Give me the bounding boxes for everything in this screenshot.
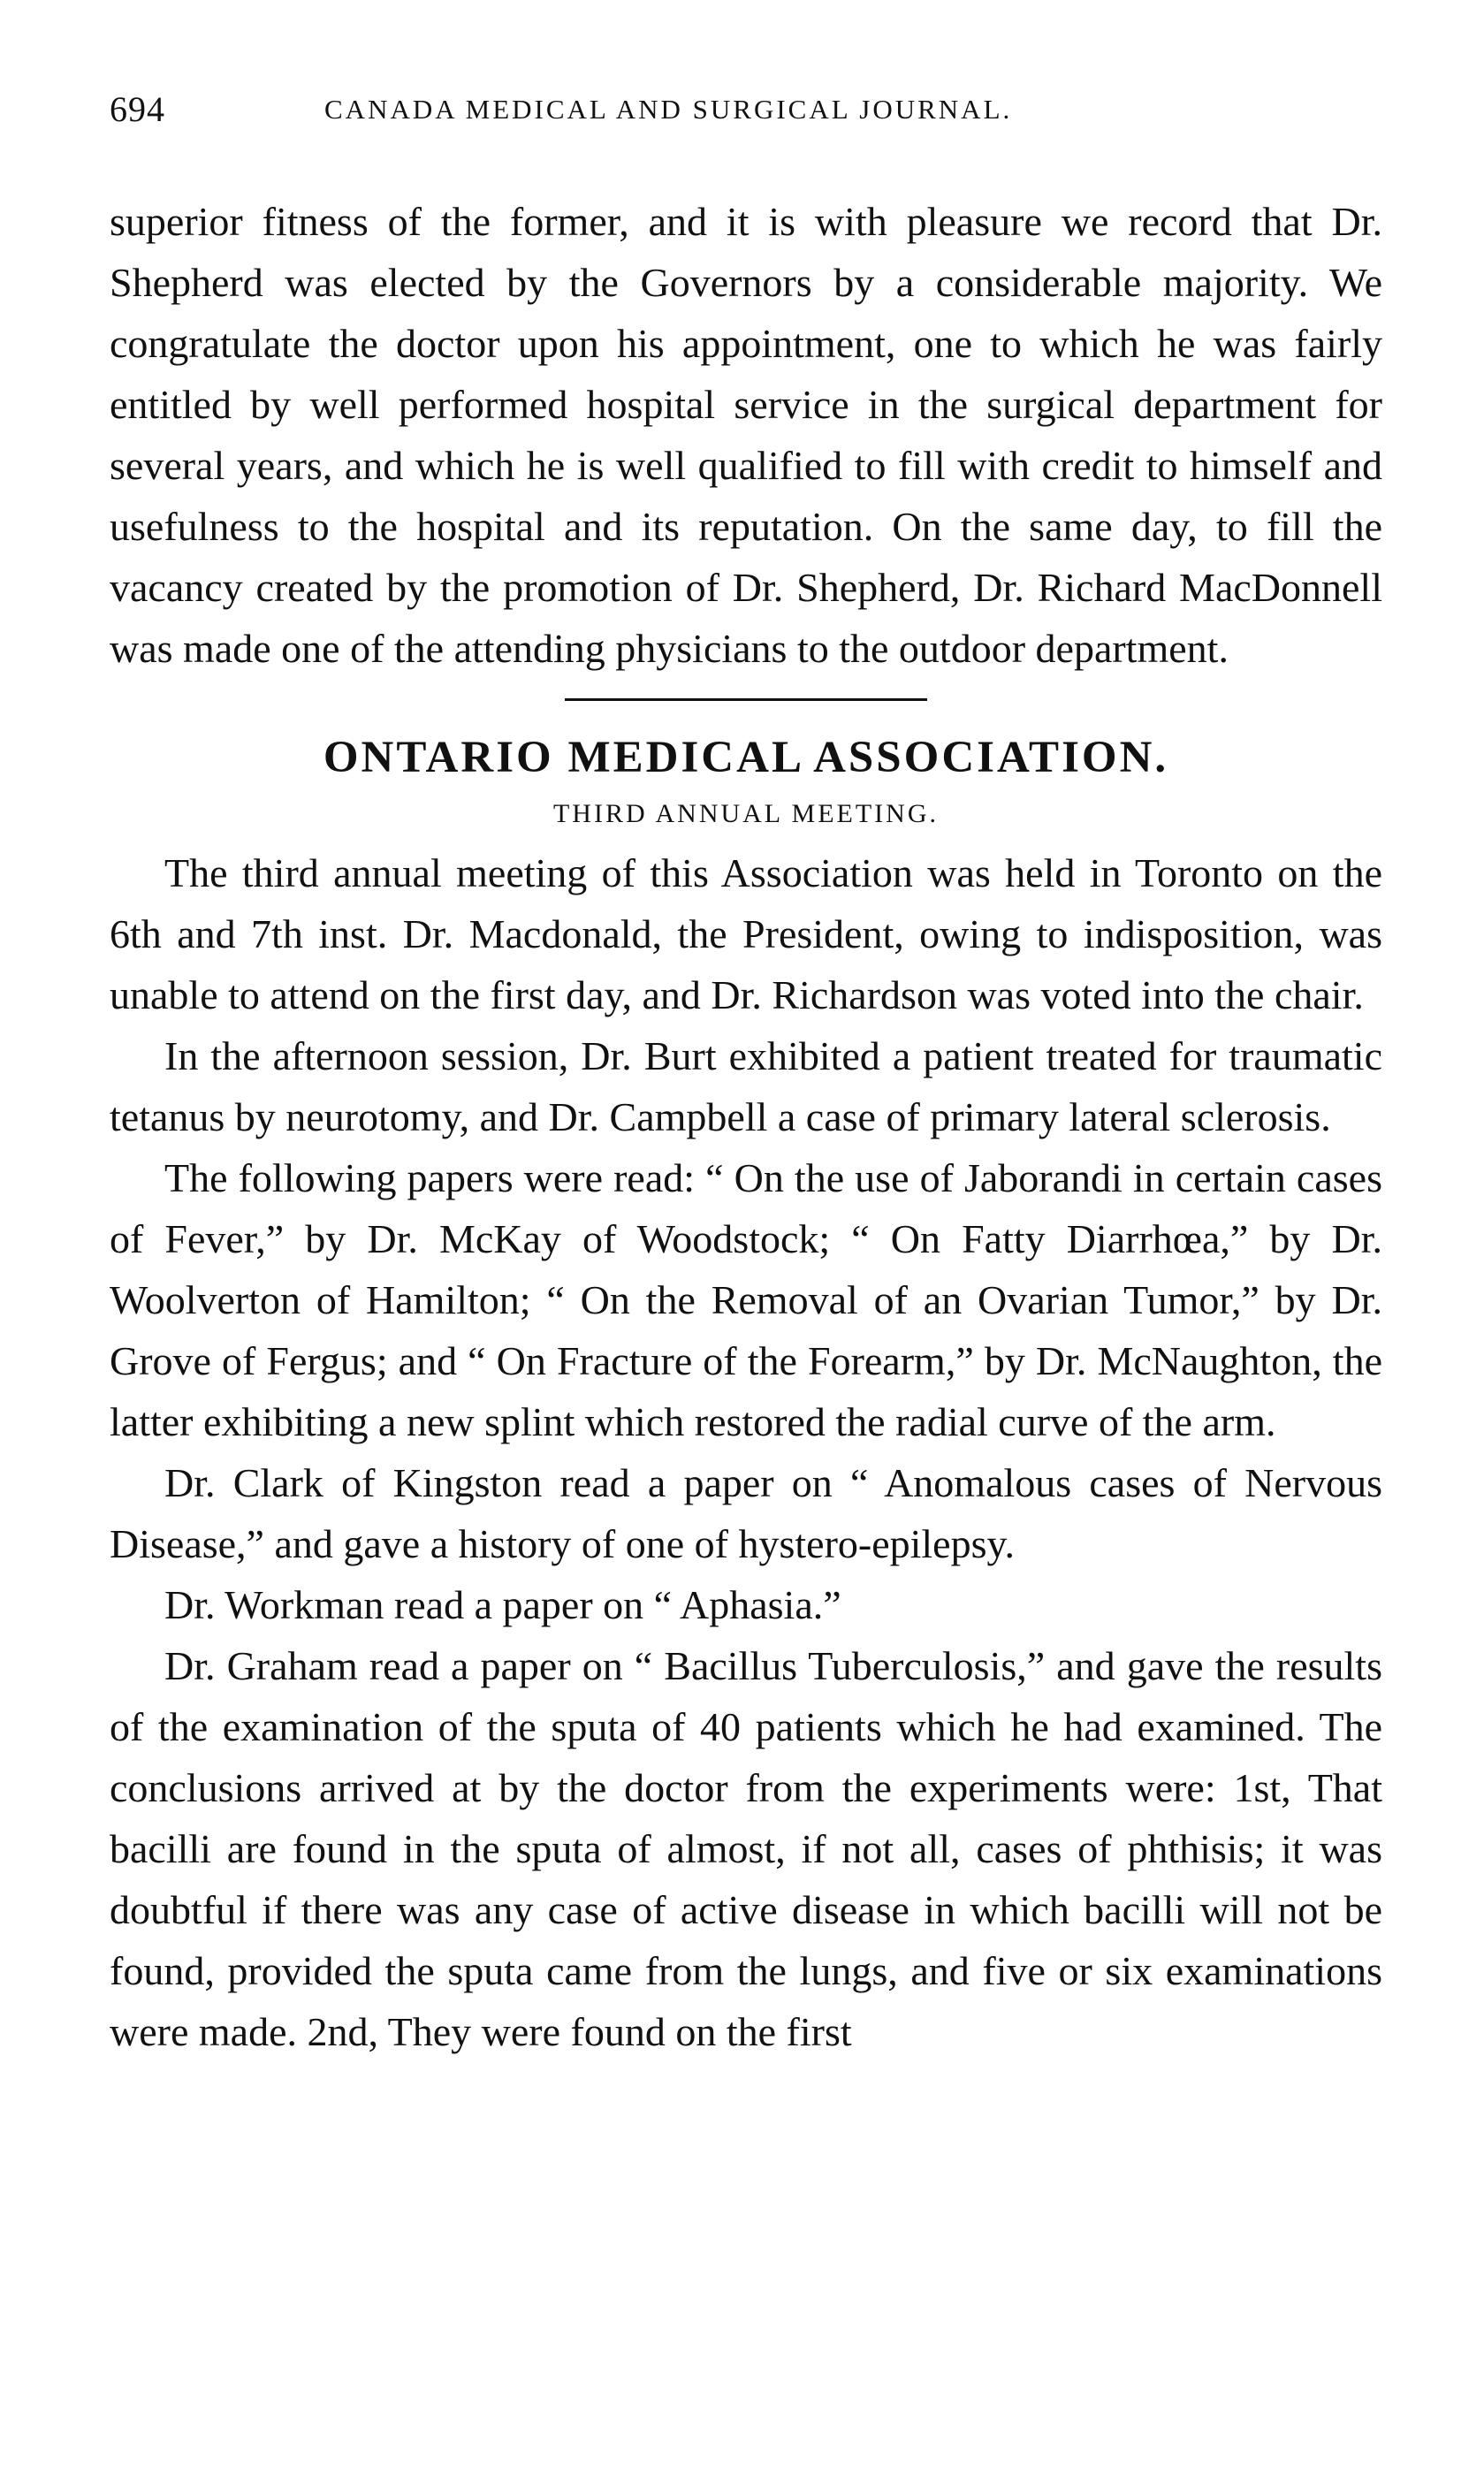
- section-paragraph: The following papers were read: “ On the use of Jaborandi in certain cases of Fever,” by Dr. McKay of Woodstock; “ On Fatty Diarrhœa,” by Dr. Woolverton of Hamilton; “ On the Removal of an Ovarian Tumor,” by Dr. Grove of Fergus; and “ On Fracture of the Forearm,” by Dr. McNaughton, the latter exhibiting a new splint which restored the radial curve of the arm.: [110, 1155, 1382, 1444]
- section-paragraph: Dr. Clark of Kingston read a paper on “ Anomalous cases of Nervous Disease,” and gave a history of one of hystero-epilepsy.: [110, 1460, 1382, 1566]
- page-number: 694: [110, 89, 165, 129]
- journal-page: [110, 85, 1382, 2062]
- article-paragraph: superior fitness of the former, and it is with pleasure we record that Dr. Shepherd was elected by the Governors by a considerable majority. We congratulate the doctor upon his appointment, one to which he was fairly entitled by well performed hospital service in the surgical department for several years, and which he is well qualified to fill with credit to himself and usefulness to the hospital and its reputation. On the same day, to fill the vacancy created by the promotion of Dr. Shepherd, Dr. Richard MacDonnell was made one of the attending physicians to the outdoor department.: [110, 199, 1382, 671]
- running-head: [110, 85, 1382, 138]
- section-paragraph: Dr. Workman read a paper on “ Aphasia.”: [164, 1582, 841, 1627]
- section-body: [110, 842, 1382, 2062]
- journal-title: CANADA MEDICAL AND SURGICAL JOURNAL.: [324, 94, 1013, 125]
- section-subtitle: THIRD ANNUAL MEETING.: [552, 799, 939, 828]
- section-paragraph: Dr. Graham read a paper on “ Bacillus Tuberculosis,” and gave the results of the examination of the sputa of 40 patients which he had examined. The conclusions arrived at by the doctor from the experiments were: 1st, That bacilli are found in the sputa of almost, if not all, cases of phthisis; it was doubtful if there was any case of active disease in which bacilli will not be found, provided the sputa came from the lungs, and five or six examinations were made. 2nd, They were found on the first: [110, 1643, 1382, 2054]
- article-body: [110, 191, 1382, 679]
- section-paragraph: The third annual meeting of this Association was held in Toronto on the 6th and 7th inst. Dr. Macdonald, the President, owing to indisposition, was unable to attend on the first day, and Dr. Richardson was voted into the chair.: [110, 850, 1382, 1017]
- section-paragraph: In the afternoon session, Dr. Burt exhibited a patient treated for traumatic tetanus by neurotomy, and Dr. Campbell a case of primary lateral sclerosis.: [110, 1033, 1382, 1139]
- section-divider: [565, 698, 927, 701]
- section-title: ONTARIO MEDICAL ASSOCIATION.: [323, 733, 1169, 782]
